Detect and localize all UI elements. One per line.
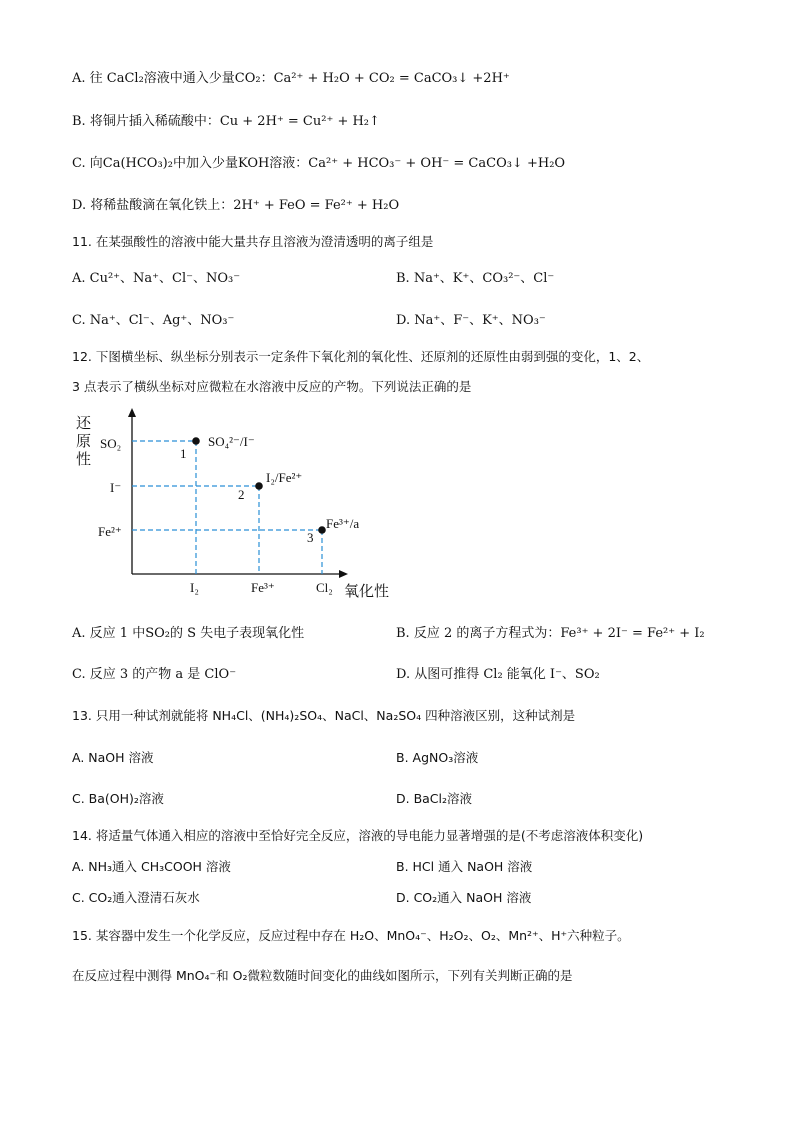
q10-option-a: A. 往 CaCl₂溶液中通入少量CO₂：Ca²⁺ + H₂O + CO₂ = CaCO₃↓ +2H⁺	[72, 71, 510, 86]
q11-option-d: D. Na⁺、F⁻、K⁺、NO₃⁻	[396, 313, 546, 328]
x-tick-i2: I₂	[190, 580, 199, 595]
q14-option-b: B. HCl 通入 NaOH 溶液	[396, 859, 533, 874]
q13-option-b: B. AgNO₃溶液	[396, 750, 479, 765]
point-3-label: Fe³⁺/a	[326, 516, 360, 531]
redox-diagram	[70, 408, 410, 603]
q12-stem-line2: 3 点表示了横纵坐标对应微粒在水溶液中反应的产物。下列说法正确的是	[72, 379, 472, 394]
point-1	[192, 437, 200, 445]
q15-stem: 15. 某容器中发生一个化学反应，反应过程中存在 H₂O、MnO₄⁻、H₂O₂、O₂、Mn²⁺、H⁺六种粒子。	[72, 928, 630, 943]
q12-option-a: A. 反应 1 中SO₂的 S 失电子表现氧化性	[72, 626, 305, 641]
q12-option-d: D. 从图可推得 Cl₂ 能氧化 I⁻、SO₂	[396, 667, 600, 682]
y-axis-title-1: 还	[76, 416, 92, 432]
q10-option-b: B. 将铜片插入稀硫酸中：Cu + 2H⁺ = Cu²⁺ + H₂↑	[72, 114, 380, 129]
point-1-label: SO₄²⁻/I⁻	[208, 434, 255, 449]
q13-stem: 13. 只用一种试剂就能将 NH₄Cl、(NH₄)₂SO₄、NaCl、Na₂SO₄ 四种溶液区别，这种试剂是	[72, 708, 576, 723]
x-axis-title: 氧化性	[344, 584, 390, 600]
y-tick-i-minus: I⁻	[110, 480, 122, 495]
point-2	[255, 482, 263, 490]
point-3-number: 3	[307, 530, 314, 545]
q14-stem: 14. 将适量气体通入相应的溶液中至恰好完全反应，溶液的导电能力显著增强的是(不考虑溶液体积变化)	[72, 828, 644, 843]
x-axis-arrow	[339, 570, 348, 578]
y-tick-so2: SO₂	[100, 436, 122, 451]
y-tick-fe2: Fe²⁺	[98, 524, 122, 539]
q13-option-d: D. BaCl₂溶液	[396, 791, 473, 806]
q14-option-d: D. CO₂通入 NaOH 溶液	[396, 890, 532, 905]
q11-option-b: B. Na⁺、K⁺、CO₃²⁻、Cl⁻	[396, 271, 555, 286]
q13-option-a: A. NaOH 溶液	[72, 750, 154, 765]
q10-option-c: C. 向Ca(HCO₃)₂中加入少量KOH溶液：Ca²⁺ + HCO₃⁻ + OH⁻ = CaCO₃↓ +H₂O	[72, 156, 566, 171]
x-tick-fe3: Fe³⁺	[251, 580, 275, 595]
q11-option-a: A. Cu²⁺、Na⁺、Cl⁻、NO₃⁻	[72, 271, 241, 286]
q11-stem: 11. 在某强酸性的溶液中能大量共存且溶液为澄清透明的离子组是	[72, 234, 434, 249]
point-1-number: 1	[180, 446, 187, 461]
guide-lines	[132, 441, 322, 574]
x-tick-cl2: Cl₂	[316, 580, 333, 595]
q11-option-c: C. Na⁺、Cl⁻、Ag⁺、NO₃⁻	[72, 313, 235, 328]
q12-option-b: B. 反应 2 的离子方程式为：Fe³⁺ + 2I⁻ = Fe²⁺ + I₂	[396, 626, 705, 641]
y-axis-title-2: 原	[76, 434, 92, 450]
q14-option-c: C. CO₂通入澄清石灰水	[72, 890, 200, 905]
y-axis-arrow	[128, 408, 136, 417]
q13-option-c: C. Ba(OH)₂溶液	[72, 791, 164, 806]
point-2-label: I₂/Fe²⁺	[266, 470, 303, 485]
q12-option-c: C. 反应 3 的产物 a 是 ClO⁻	[72, 667, 237, 682]
y-axis-title-3: 性	[76, 452, 92, 468]
q15-stem-line2: 在反应过程中测得 MnO₄⁻和 O₂微粒数随时间变化的曲线如图所示，下列有关判断正确的是	[72, 968, 573, 983]
point-3	[318, 526, 326, 534]
q10-option-d: D. 将稀盐酸滴在氧化铁上：2H⁺ + FeO = Fe²⁺ + H₂O	[72, 198, 400, 213]
point-2-number: 2	[238, 487, 245, 502]
q14-option-a: A. NH₃通入 CH₃COOH 溶液	[72, 859, 231, 874]
q12-stem-line1: 12. 下图横坐标、纵坐标分别表示一定条件下氧化剂的氧化性、还原剂的还原性由弱到强的变化，1、2、	[72, 349, 650, 364]
